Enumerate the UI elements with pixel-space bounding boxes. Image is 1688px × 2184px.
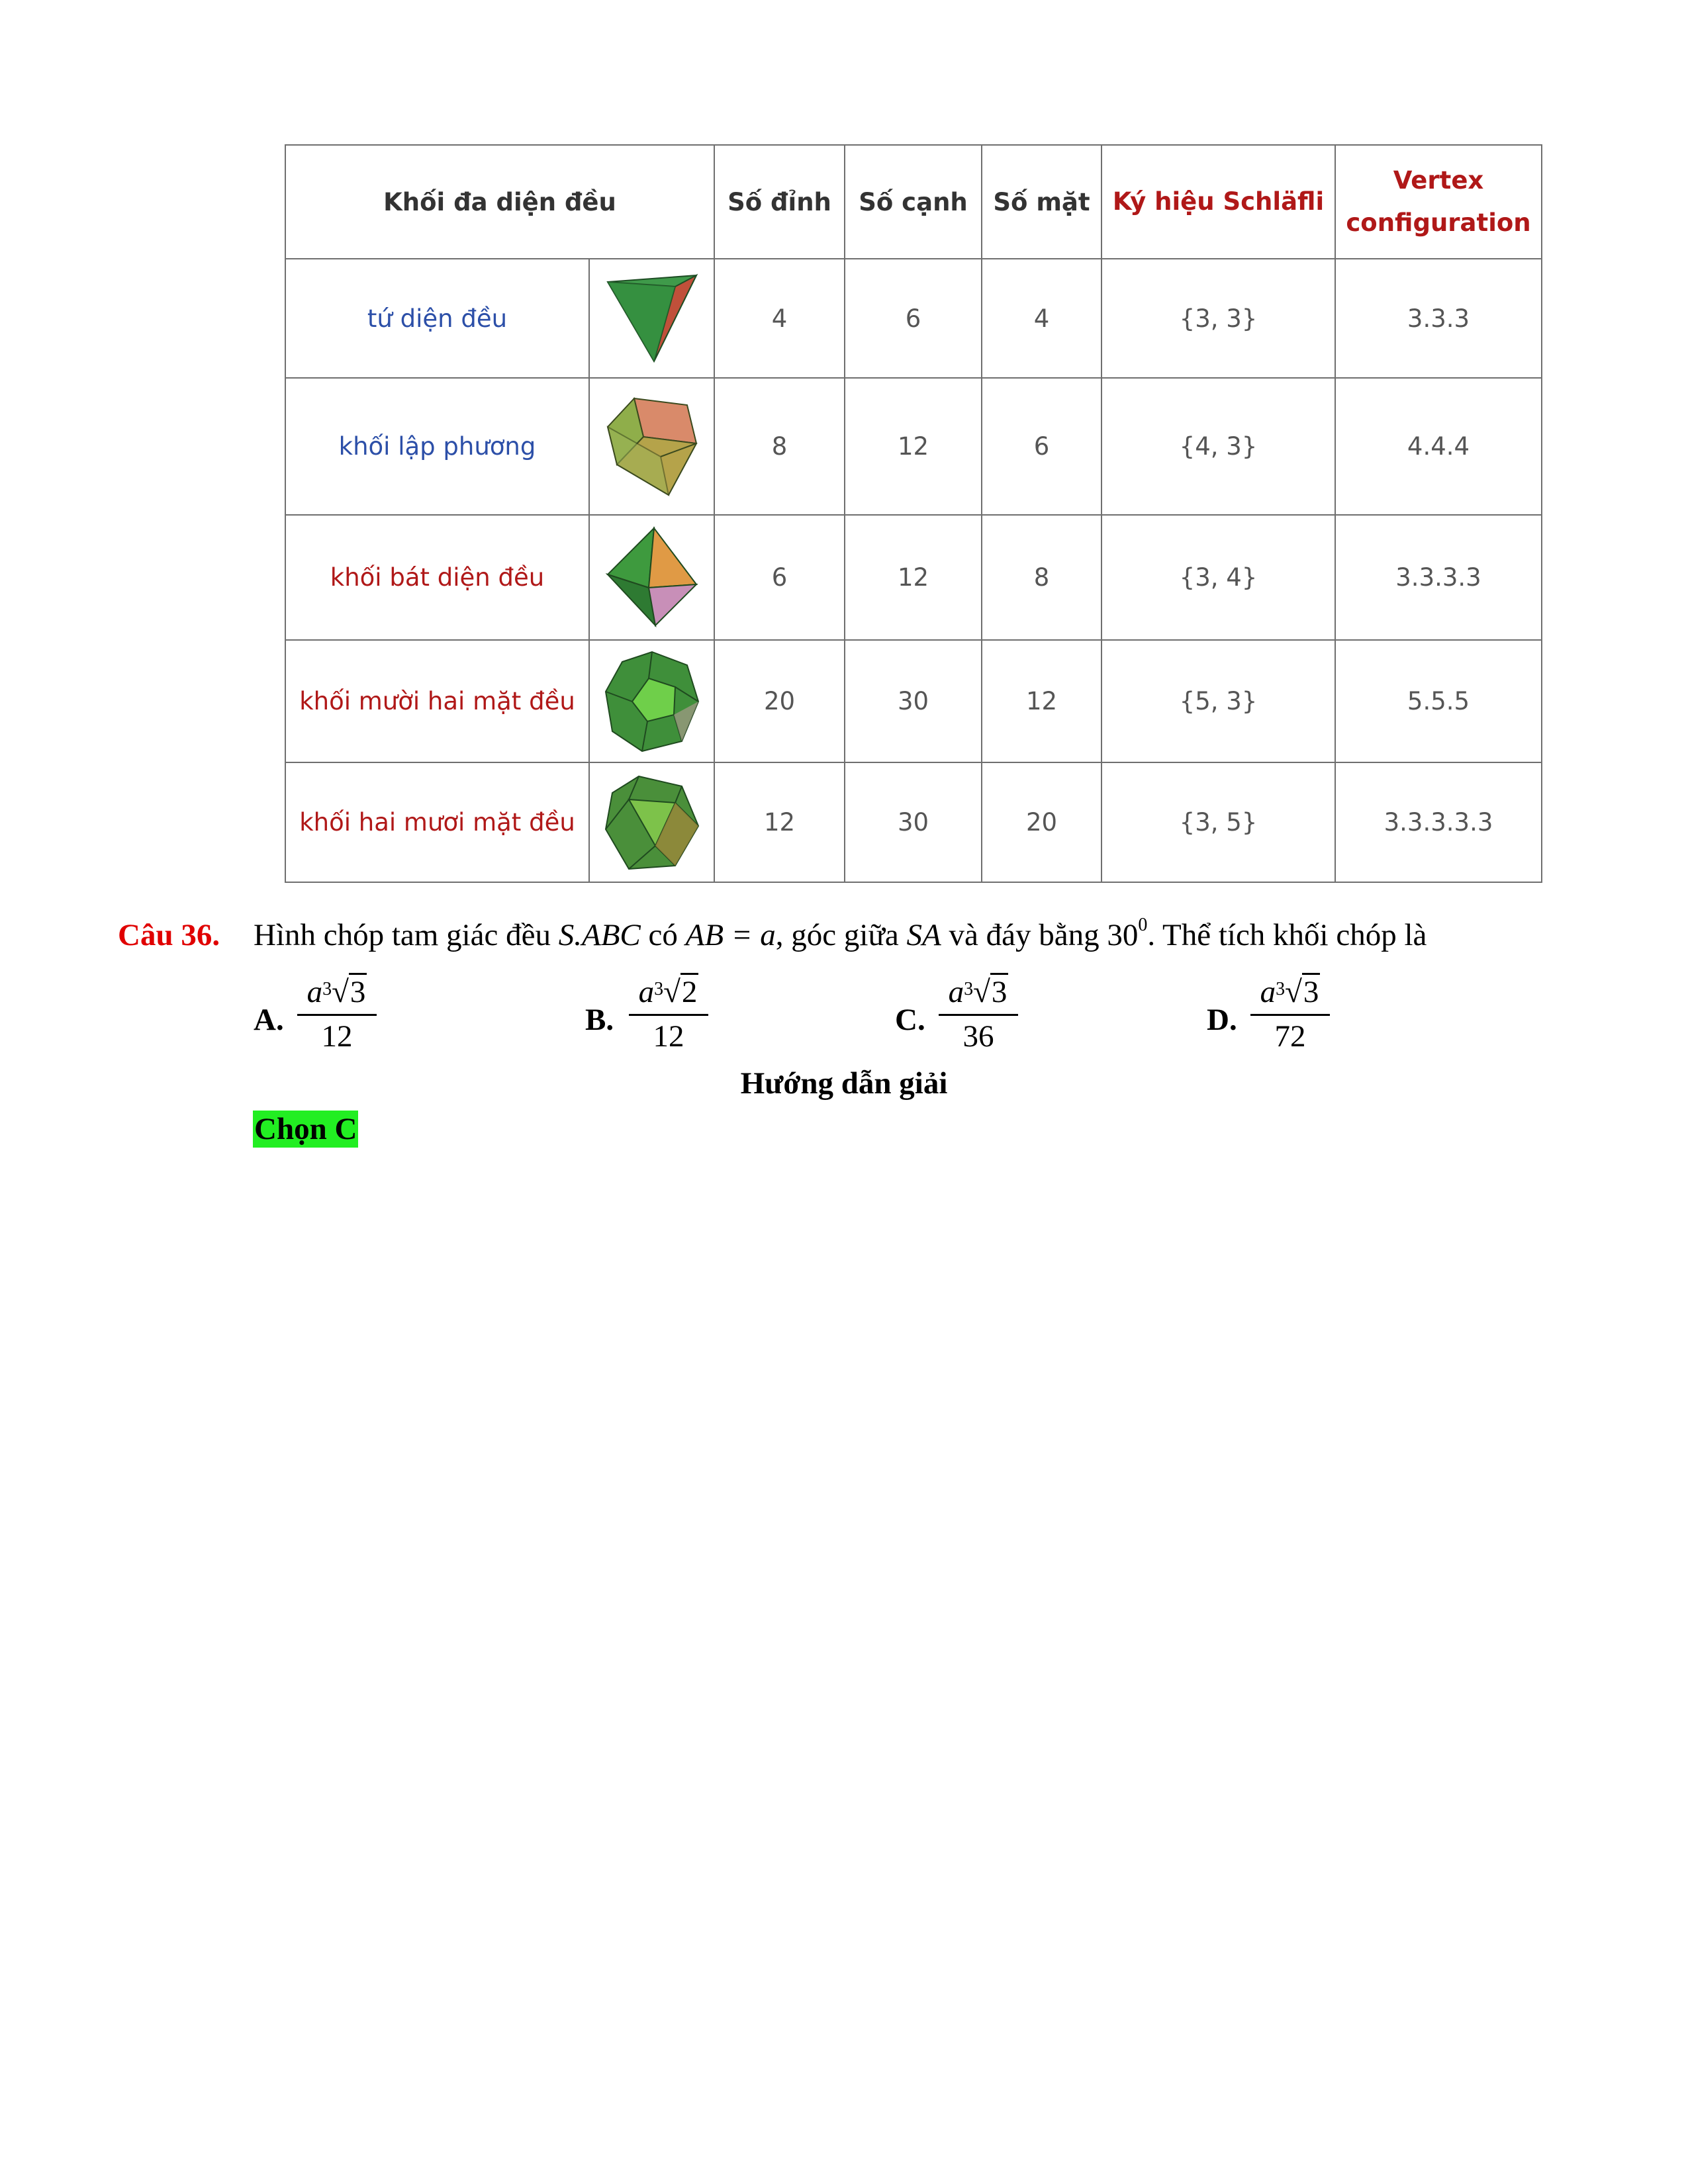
fraction-bar [629,1014,708,1016]
dodecahedron-icon [589,640,714,762]
header-vertex-config-line1: Vertex [1393,166,1484,195]
option-fraction [629,973,708,1056]
option-letter: B. [585,1003,614,1037]
face-count: 4 [982,259,1102,378]
table-row [285,259,1542,378]
question-text-part: . Thể tích khối chóp là [1147,918,1427,952]
math-angle: 30 [1107,918,1139,952]
frac-base: a [638,975,655,1009]
question-text [254,917,1427,953]
table-row [285,640,1542,762]
answer-choice: Chọn C [254,1112,357,1146]
vertex-configuration: 4.4.4 [1335,378,1542,515]
header-solid: Khối đa diện đều [285,145,714,259]
table-row [285,762,1542,882]
option-fraction [939,973,1018,1056]
frac-base: a [1260,975,1276,1009]
sqrt-symbol: √3 [332,973,367,1011]
frac-root: 2 [680,973,699,1009]
frac-root: 3 [990,973,1009,1009]
solid-name: tứ diện đều [285,259,589,378]
sqrt-symbol: √3 [1285,973,1320,1011]
fraction-bar [297,1014,377,1016]
tetrahedron-icon [589,259,714,378]
math-pyramid: S.ABC [558,918,641,952]
edge-count: 30 [845,762,982,882]
sqrt-symbol: √3 [973,973,1008,1011]
vertex-count: 12 [714,762,845,882]
vertex-configuration: 3.3.3 [1335,259,1542,378]
schlafli-symbol: {3, 5} [1102,762,1335,882]
question-text-part: , góc giữa [775,918,907,952]
header-vertex-config [1335,145,1542,259]
question-text-part: và đáy bằng [941,918,1107,952]
frac-power: 3 [322,979,332,999]
frac-power: 3 [654,979,664,999]
option-letter: D. [1207,1003,1237,1037]
vertex-configuration: 3.3.3.3 [1335,515,1542,640]
option-fraction [1250,973,1330,1056]
schlafli-symbol: {3, 4} [1102,515,1335,640]
table-row [285,378,1542,515]
frac-denominator: 12 [321,1019,353,1054]
frac-power: 3 [1276,979,1286,999]
face-count: 6 [982,378,1102,515]
frac-base: a [948,975,964,1009]
math-edge: AB = a [685,918,776,952]
vertex-count: 20 [714,640,845,762]
sqrt-symbol: √2 [663,973,698,1011]
header-faces: Số mặt [982,145,1102,259]
math-angle-degree: 0 [1138,915,1148,935]
frac-root: 3 [1302,973,1321,1009]
edge-count: 30 [845,640,982,762]
schlafli-symbol: {5, 3} [1102,640,1335,762]
fraction-bar [939,1014,1018,1016]
octahedron-icon [589,515,714,640]
question-number: Câu 36. [118,918,220,952]
vertex-configuration: 5.5.5 [1335,640,1542,762]
edge-count: 12 [845,378,982,515]
option-letter: A. [254,1003,284,1037]
schlafli-symbol: {3, 3} [1102,259,1335,378]
face-count: 12 [982,640,1102,762]
header-vertex-config-line2: configuration [1346,208,1531,237]
frac-denominator: 36 [962,1019,994,1054]
solid-name: khối lập phương [285,378,589,515]
header-edges: Số cạnh [845,145,982,259]
polyhedra-table [285,144,1542,883]
table-row [285,515,1542,640]
icosahedron-icon [589,762,714,882]
question-text-part: Hình chóp tam giác đều [254,918,559,952]
math-segment: SA [906,918,941,952]
edge-count: 6 [845,259,982,378]
option-fraction [297,973,377,1056]
solid-name: khối bát diện đều [285,515,589,640]
vertex-count: 8 [714,378,845,515]
question-text-part: có [640,918,686,952]
solid-name: khối hai mươi mặt đều [285,762,589,882]
face-count: 20 [982,762,1102,882]
solid-name: khối mười hai mặt đều [285,640,589,762]
cube-icon [589,378,714,515]
schlafli-symbol: {4, 3} [1102,378,1335,515]
fraction-bar [1250,1014,1330,1016]
solution-heading: Hướng dẫn giải [740,1066,948,1101]
vertex-count: 6 [714,515,845,640]
edge-count: 12 [845,515,982,640]
frac-denominator: 72 [1274,1019,1306,1054]
frac-denominator: 12 [653,1019,684,1054]
face-count: 8 [982,515,1102,640]
option-letter: C. [895,1003,925,1037]
vertex-configuration: 3.3.3.3.3 [1335,762,1542,882]
header-schlafli: Ký hiệu Schläfli [1102,145,1335,259]
header-vertices: Số đỉnh [714,145,845,259]
frac-root: 3 [349,973,367,1009]
table-header-row [285,145,1542,259]
vertex-count: 4 [714,259,845,378]
frac-base: a [306,975,323,1009]
frac-power: 3 [964,979,974,999]
